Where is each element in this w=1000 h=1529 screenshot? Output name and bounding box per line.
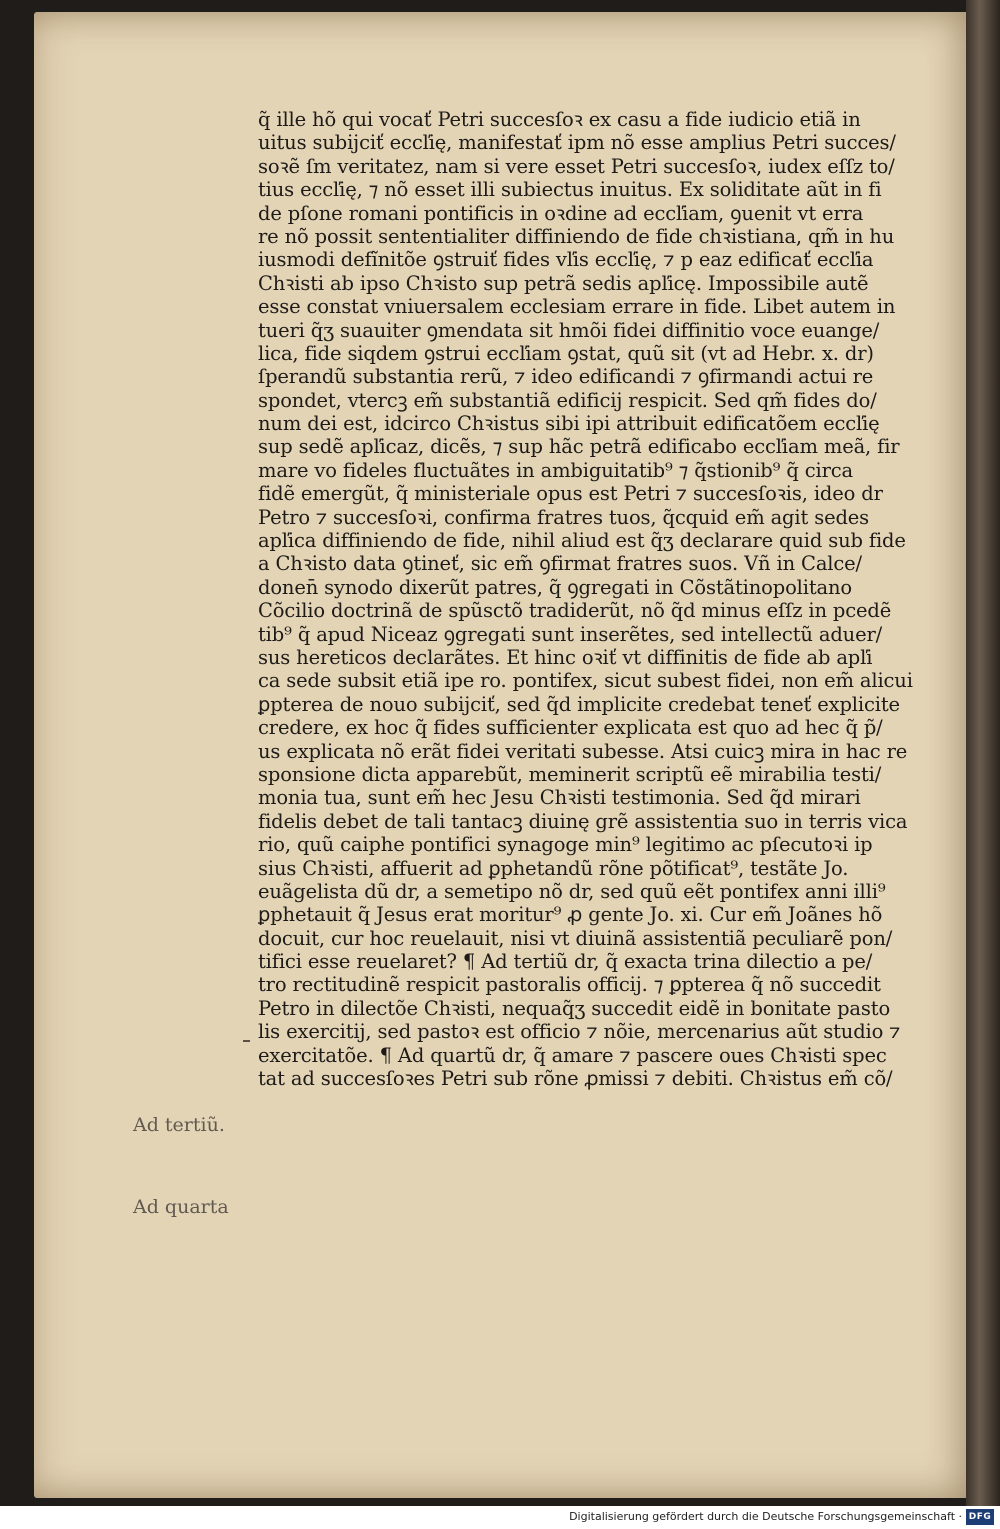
text-line: sup sedẽ apľicaz, dicẽs, ⁊ sup hãc petrã edificabo eccľiam meã, fir bbox=[258, 435, 900, 459]
text-line: de pſone romani pontificis in oꝛdine ad eccľiam, ꝯuenit vt erra bbox=[258, 201, 864, 225]
margin-dash-mark bbox=[243, 1040, 250, 1042]
text-line: iusmodi defĩnitõe ꝯstruiť fides vľis eccľię, ⁊ p eaz edificať eccľia bbox=[258, 248, 874, 272]
text-line: tib⁹ q̃ apud Niceaz ꝯgregati sunt inserẽtes, sed intellectũ aduer/ bbox=[258, 622, 883, 646]
text-line: tat ad succesſoꝛes Petri sub rõne ꝓmissi ⁊ debiti. Chꝛistus em̃ cõ/ bbox=[258, 1067, 893, 1091]
text-line: Petro ⁊ succesſoꝛi, confirma fratres tuos, q̃cquid em̃ agit sedes bbox=[258, 505, 870, 529]
text-line: fidelis debet de tali tantacꝫ diuinę grẽ assistentia suo in terris vica bbox=[258, 809, 908, 833]
text-line: num dei est, idcirco Chꝛistus sibi ipi attribuit edificatõem eccľię bbox=[258, 412, 880, 436]
text-line: soꝛẽ ſm veritatez, nam si vere esset Petri succesſoꝛ, iudex eſſz to/ bbox=[258, 154, 895, 178]
text-line: euãgelista dũ dr, a semetipo nõ dr, sed quũ eẽt pontifex anni illi⁹ bbox=[258, 879, 886, 903]
text-line: ꝑphetauit q̃ Jesus erat moritur⁹ ꝓ gente Jo. xi. Cur em̃ Joãnes hõ bbox=[258, 903, 883, 927]
footer-credit: Digitalisierung gefördert durch die Deutsche Forschungsgemeinschaft · bbox=[569, 1510, 962, 1523]
text-line: exercitatõe. ¶ Ad quartũ dr, q̃ amare ⁊ pascere oues Chꝛisti spec bbox=[258, 1043, 887, 1067]
text-line: lis exercitij, sed pastoꝛ est officio ⁊ nõie, mercenarius aũt studio ⁊ bbox=[258, 1020, 901, 1044]
text-line: fidẽ emergũt, q̃ ministeriale opus est Petri ⁊ succesſoꝛis, ideo dr bbox=[258, 482, 883, 506]
text-line: ꝑpterea de nouo subijciť, sed q̃d implicite credebat teneť explicite bbox=[258, 692, 900, 716]
text-line: tueri q̃ʒ suauiter ꝯmendata sit hmõi fidei diffinitio voce euange/ bbox=[258, 318, 880, 342]
text-line: credere, ex hoc q̃ fides sufficienter explicata est quo ad hec q̃ p̃/ bbox=[258, 716, 883, 740]
text-line: ca sede subsit etiã ipe ro. pontifex, sicut subest fidei, non em̃ alicui bbox=[258, 669, 913, 693]
text-line: tro rectitudinẽ respicit pastoralis officij. ⁊ ꝑpterea q̃ nõ succedit bbox=[258, 973, 881, 997]
text-line: lica, fide siqdem ꝯstrui eccľiam ꝯstat, quũ sit (vt ad Hebr. x. dr) bbox=[258, 341, 874, 365]
text-line: sius Chꝛisti, affuerit ad ꝑphetandũ rõne põtificat⁹, testãte Jo. bbox=[258, 856, 849, 880]
text-line: monia tua, sunt em̃ hec Jesu Chꝛisti testimonia. Sed q̃d mirari bbox=[258, 786, 861, 810]
text-line: q̃ ille hõ qui vocať Petri succesſoꝛ ex casu a fide iudicio etiã in bbox=[258, 108, 861, 131]
footer-bar bbox=[0, 1506, 1000, 1529]
margin-note-ad-quarta: Ad quarta bbox=[133, 1196, 229, 1218]
text-line: ſperandũ substantia rerũ, ⁊ ideo edificandi ⁊ ꝯfirmandi actui re bbox=[258, 365, 874, 389]
text-line: mare vo fideles fluctuãtes in ambiguitatib⁹ ⁊ q̃stionib⁹ q̃ circa bbox=[258, 458, 854, 482]
text-line: tifici esse reuelaret? ¶ Ad tertiũ dr, q̃ exacta trina dilectio a pe/ bbox=[258, 950, 873, 974]
margin-note-ad-tertium: Ad tertiũ. bbox=[133, 1114, 225, 1136]
text-line: sus hereticos declarãtes. Et hinc oꝛiť vt diffinitis de fide ab apľi bbox=[258, 645, 873, 669]
text-line: rio, quũ caiphe pontifici synagoge min⁹ legitimo ac pſecutoꝛi ip bbox=[258, 833, 873, 857]
main-text-block bbox=[258, 108, 938, 1090]
text-line: Cõcilio doctrinã de spũsctõ tradiderũt, nõ q̃d minus eſſz in pcedẽ bbox=[258, 599, 892, 623]
text-line: Petro in dilectõe Chꝛisti, nequaq̃ʒ succedit eidẽ in bonitate pasto bbox=[258, 996, 891, 1020]
text-line: uitus subijciť eccľię, manifestať ipm nõ esse amplius Petri succes/ bbox=[258, 131, 896, 155]
dfg-logo-icon: DFG bbox=[966, 1509, 994, 1525]
text-line: re nõ possit sententialiter diffiniendo de fide chꝛistiana, qm̃ in hu bbox=[258, 224, 895, 248]
text-line: spondet, vtercꝫ em̃ substantiã edificij respicit. Sed qm̃ fides do/ bbox=[258, 388, 877, 412]
text-line: us explicata nõ erãt fidei veritati subesse. Atsi cuicꝫ mira in hac re bbox=[258, 739, 908, 763]
text-line: Chꝛisti ab ipso Chꝛisto sup petrã sedis apľicę. Impossibile autẽ bbox=[258, 271, 869, 295]
text-line: docuit, cur hoc reuelauit, nisi vt diuinã assistentiã peculiarẽ pon/ bbox=[258, 926, 893, 950]
text-line: donen̄ synodo dixerũt patres, q̃ ꝯgregati in Cõstãtinopolitano bbox=[258, 575, 853, 599]
text-line: a Chꝛisto data ꝯtineť, sic em̃ ꝯfirmat fratres suos. Vñ in Calce/ bbox=[258, 552, 862, 576]
text-line: tius eccľię, ⁊ nõ esset illi subiectus inuitus. Ex soliditate aũt in fi bbox=[258, 178, 882, 202]
text-line: sponsione dicta apparebũt, meminerit scriptũ eẽ mirabilia testi/ bbox=[258, 762, 882, 786]
text-line: esse constat vniuersalem ecclesiam errare in fide. Libet autem in bbox=[258, 295, 896, 319]
book-spine bbox=[966, 0, 1000, 1506]
text-line: apľica diffiniendo de fide, nihil aliud est q̃ʒ declarare quid sub fide bbox=[258, 529, 906, 553]
